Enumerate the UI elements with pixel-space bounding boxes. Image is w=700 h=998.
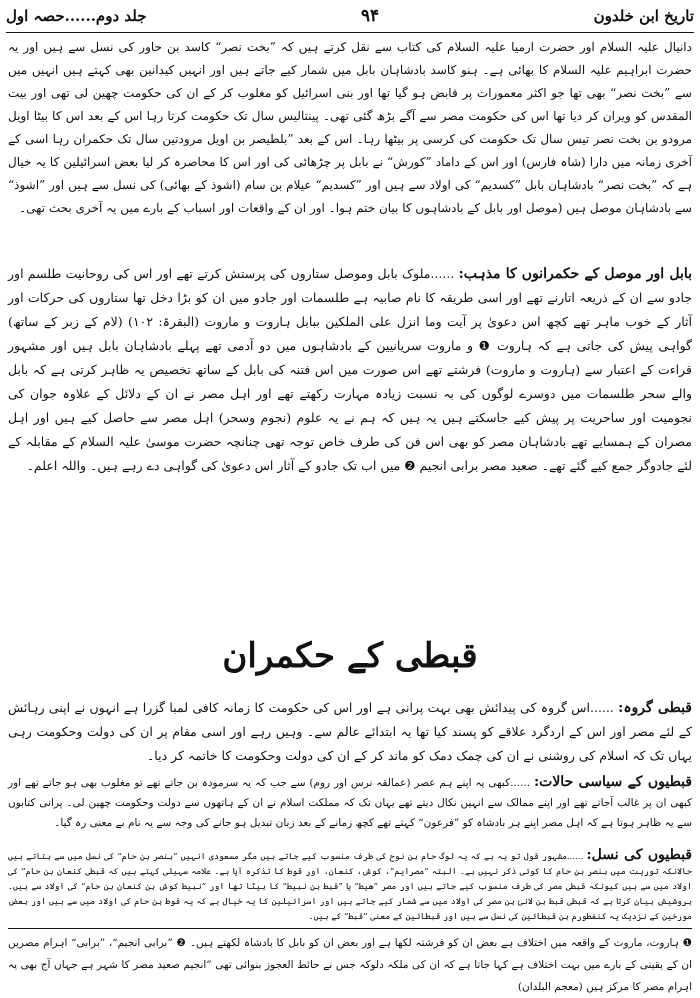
paragraph-text: دانیال علیہ السلام اور حضرت ارمیا علیہ السلام کی کتاب سے نقل کرتے ہیں کہ ”بخت نصر“ کاسد بن حاور کی نسل سے ہیں اور یہ حضرت ابراہیم علیہ السلام کا بھائی ہے۔ ہنو کاسد بادشاہان بابل میں شمار کیے جاتے ہیں اور انہیں کیدانین بھی کہتے ہیں انہیں میں سے ”بخت نصر“ بھی تھا جو اکثر معمورات پر قابض ہو گیا تھا اور بنی اسرائیل کو مغلوب کر کے ان کی حکومت چھین لی تھی اور بیت المقدس کو ویران کر دیا تھا اس کی حکومت مصر سے آگے بڑھ گئی تھی۔ پینتالیس سال تک حکومت کرتا رہا اس کے بعد اس کا بیٹا اویل مرودو بن بخت نصر تیس سال تک حکومت کی کرسی پر بیٹھا رہا۔ اس کے بعد ”بلطیصر بن اویل مرودتین سال تک حکمران رہا اسی کے آخری زمانہ میں دارا (شاہ فارس) اور اس کے داماد ”کورش“ نے بابل پر چڑھائی کی اور اس کا محاصرہ کر لیا بعض اسرائیلین کا یہ خیال ہے کہ ”بخت نصر“ بادشاہان بابل ”کسدیم“ کی اولاد سے ہیں اور ”کسدیم“ عیلام بن سام (اشوذ کے بھائی) کی نسل سے ہیں اور ”اشوذ“ سے بادشاہان موصل ہیں (موصل اور بابل کے بادشاہوں کا بیان ختم ہوا۔ اور ان کے واقعات اور اسباب کے بارے میں یہ آخری بحث تھی۔ [8, 40, 692, 216]
section-political [8, 772, 692, 844]
paragraph-text: ......ملوک بابل وموصل ستاروں کی پرستش کرتے تھے اور اس کی روحانیت طلسم اور جادو سے ان کے ذریعہ اتارنے تھے اور اسی طریقہ کا نام صابیہ ہے طلسمات اور جادو میں ان کو بڑا دخل تھا ستاروں کی حرکات اور آثار کے خوب ماہر تھے کچھ اس دعویٰ پر آیت وما انزل علی الملکین ببابل ہاروت و ماروت (البقرۃ: ۱۰۲) (لام کے زبر کے ساتھ) گواہی پیش کی جاتی ہے کہ ہاروت ❶ و ماروت سریانیین کے بادشاہوں میں دو آدمی تھے پہلے بادشاہان بابل ہیں اور مشہور قراءت کے اعتبار سے (ہاروت و ماروت) فرشتے تھے اس صورت میں اس فتنہ کی بابل کے ساتھ تخصیص یہ ظاہر کرتی ہے کہ بابل والے سحر طلسمات میں دوسرے لوگوں کی بہ نسبت زیادہ مہارت رکھتے تھے اور اہل مصر نے ان کے دلائل کے علاوہ جوان کی نجومیت اور ساحریت پر پیش کیے جاسکتے ہیں یہ ہیں کہ ہم نے یہ علوم (نجوم وسحر) اہل مصر سے حاصل کیے ہیں اور اہل مصران کے ہمسایے تھے بادشاہان مصر کو بھی اس فن کی طرف خاص توجہ تھی چنانچہ حضرت موسیٰ علیہ السلام کے مقابلہ کے لئے جادوگر جمع کیے گئے تھے۔ صعید مصر برابی انجیم ❷ میں اب تک جادو کے آثار اس دعویٰ کی گواہی دے رہے ہیں۔ واللہ اعلم۔ [8, 266, 692, 473]
book-title: تاریخ ابن خلدون [593, 7, 694, 25]
paragraph-babylon-kings [8, 36, 692, 228]
footnote-text: ❶ ہاروت، ماروت کے واقعہ میں اختلاف ہے بعض ان کو فرشتہ لکھا ہے اور بعض ان کو بابل کا بادشاہ لکھتے ہیں۔ ❷ ”برابی انجیم“، ”برابی“ اہرام مصریں ان کے یقینی کے بارے میں بہت اختلاف ہے کہا جاتا ہے کہ ان کی ملکہ دلوکہ جس نے حائط العجوز بنوائی تھی ”انجیم صعید مصر کا شہر ہے جہاں آج بھی یہ اہرام مصر کا مرکز ہیں (معجم البلدان) [8, 937, 692, 993]
paragraph-heading: بابل اور موصل کے حکمرانوں کا مذہب: [458, 266, 693, 282]
header-divider [6, 32, 694, 33]
section-heading: قبطیوں کی نسل: [586, 847, 693, 863]
section-text: ......مشہور قول تو یہ ہے کہ یہ لوگ حام بن نوح کی طرف منسوب کیے جاتے ہیں مگر مسعودی انہیں ”بنصر بن حام“ کی نسل میں سے بتاتے ہیں حالانکہ توریت میں بنصر بن حام کا کوئی ذکر نہیں ہے۔ البتہ ”مصرایم“، کوش، کنعان، اور قوط کا تذکرہ آیا ہے۔ علامہ سہیلی کہتے ہیں کہ قبطی کنعان بن حام“ کی اولاد میں سے ہیں کیونکہ قبطی مصر کی طرف منسوب کیے جاتے ہیں اور مصر ”ھیط“ یا ”قبط بن نبیط“ کا بیٹا تھا اور ”نبیط کوش بن کنعان بن حام“ کی اولاد سے ہیں۔ ہروشیش بیان کرتا ہے کہ قبطی قبط بن لانئ بن مصر کی اولاد میں سے شمار کیے جاتے ہیں اور اسرائیلین کا یہ خیال ہے کہ یہ قوط بن حام کی اولاد میں سے ہیں اور بعض مورخین کے نزدیک یہ کنفطورم بن قبطائین کی نسل سے ہیں اور قبطائین کے معنی ”قبط“ کے ہیں۔ [8, 852, 692, 923]
section-title: قبطی کے حکمران [222, 636, 478, 676]
page-number: ۹۴ [360, 6, 380, 26]
volume-label: جلد دوم......حصہ اول [6, 7, 147, 25]
paragraph-religion [8, 262, 692, 608]
page-header [6, 2, 694, 30]
section-copts [8, 696, 692, 768]
section-lineage [8, 848, 692, 926]
section-heading: قبطیوں کے سیاسی حالات: [533, 774, 692, 790]
footnotes [8, 932, 692, 998]
section-heading: قبطی گروہ: [618, 700, 692, 716]
footnote-divider [8, 928, 692, 929]
section-text: ......اس گروہ کی پیدائش بھی بہت پرانی ہے اور اس کی حکومت کا زمانہ کافی لمبا گزرا ہے انہوں نے اپنی رہائش کے لئے مصر اور اس کے اردگرد علاقے کو پسند کیا تھا یہ ابتدائے عالم سے۔ وہیں رہے اور اسی مقام پر ان کی دولت وحکومت رہی یہاں تک کہ اسلام کی روشنی نے ان کی چمک دمک کو ماند کر کے ان کی دولت وحکومت کا خاتمہ کر دیا۔ [8, 700, 692, 763]
section-text: ......کبھی یہ اپنے ہم عصر (عمالقہ نرس اور روم) سے جب کہ یہ سرمودہ بن جاتے تھے تو مغلوب بھی ہو جاتے تھے اور کبھی ان پر غالب آجاتے تھے اور اپنے ممالک سے انہیں نکال دیتے تھے یہاں تک کہ مملکت اسلام نے ان کے ہاتھوں سے دولت وحکومت چھین لی۔ پرانی کتابوں سے یہ ظاہر ہوتا ہے کہ اہل مصر اپنے ہر بادشاہ کو ”فرعون“ کہتے تھے کچھ زمانے کے بعد زبان تبدیل ہو جانے کی وجہ سے یہ نام بے معنی رہ گیا۔ [8, 777, 692, 830]
